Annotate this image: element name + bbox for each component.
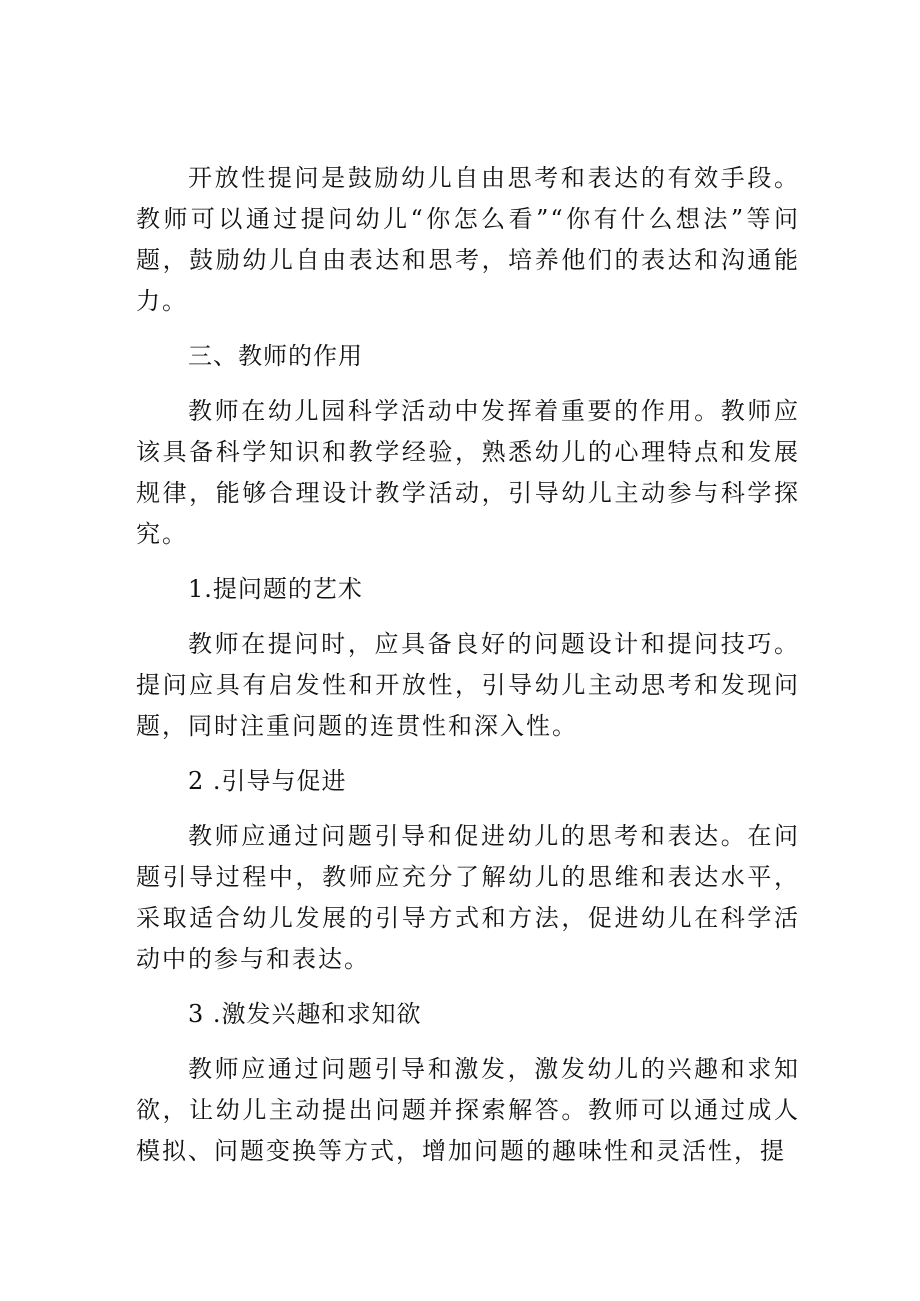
paragraph-questioning-art: 教师在提问时，应具备良好的问题设计和提问技巧。提问应具有启发性和开放性，引导幼儿主动思考和发现问题，同时注重问题的连贯性和深入性。 bbox=[136, 630, 800, 740]
subheading-guide-promote: 2 .引导与促进 bbox=[188, 767, 347, 795]
document-body bbox=[136, 158, 800, 1186]
section-heading-teacher-role: 三、教师的作用 bbox=[188, 342, 363, 370]
paragraph-open-questions: 开放性提问是鼓励幼儿自由思考和表达的有效手段。教师可以通过提问幼儿“你怎么看”“你有什么想法”等问题，鼓励幼儿自由表达和思考，培养他们的表达和沟通能力。 bbox=[136, 164, 800, 315]
subheading-stimulate-interest: 3 .激发兴趣和求知欲 bbox=[188, 1000, 422, 1028]
paragraph-teacher-role: 教师在幼儿园科学活动中发挥着重要的作用。教师应该具备科学知识和教学经验，熟悉幼儿的心理特点和发展规律，能够合理设计教学活动，引导幼儿主动参与科学探究。 bbox=[136, 397, 800, 548]
paragraph-stimulate-interest: 教师应通过问题引导和激发，激发幼儿的兴趣和求知欲，让幼儿主动提出问题并探索解答。教师可以通过成人模拟、问题变换等方式，增加问题的趣味性和灵活性，提 bbox=[136, 1055, 800, 1165]
paragraph-guide-promote: 教师应通过问题引导和促进幼儿的思考和表达。在问题引导过程中，教师应充分了解幼儿的思维和表达水平，采取适合幼儿发展的引导方式和方法，促进幼儿在科学活动中的参与和表达。 bbox=[136, 822, 800, 973]
subheading-questioning-art: 1.提问题的艺术 bbox=[188, 575, 363, 603]
